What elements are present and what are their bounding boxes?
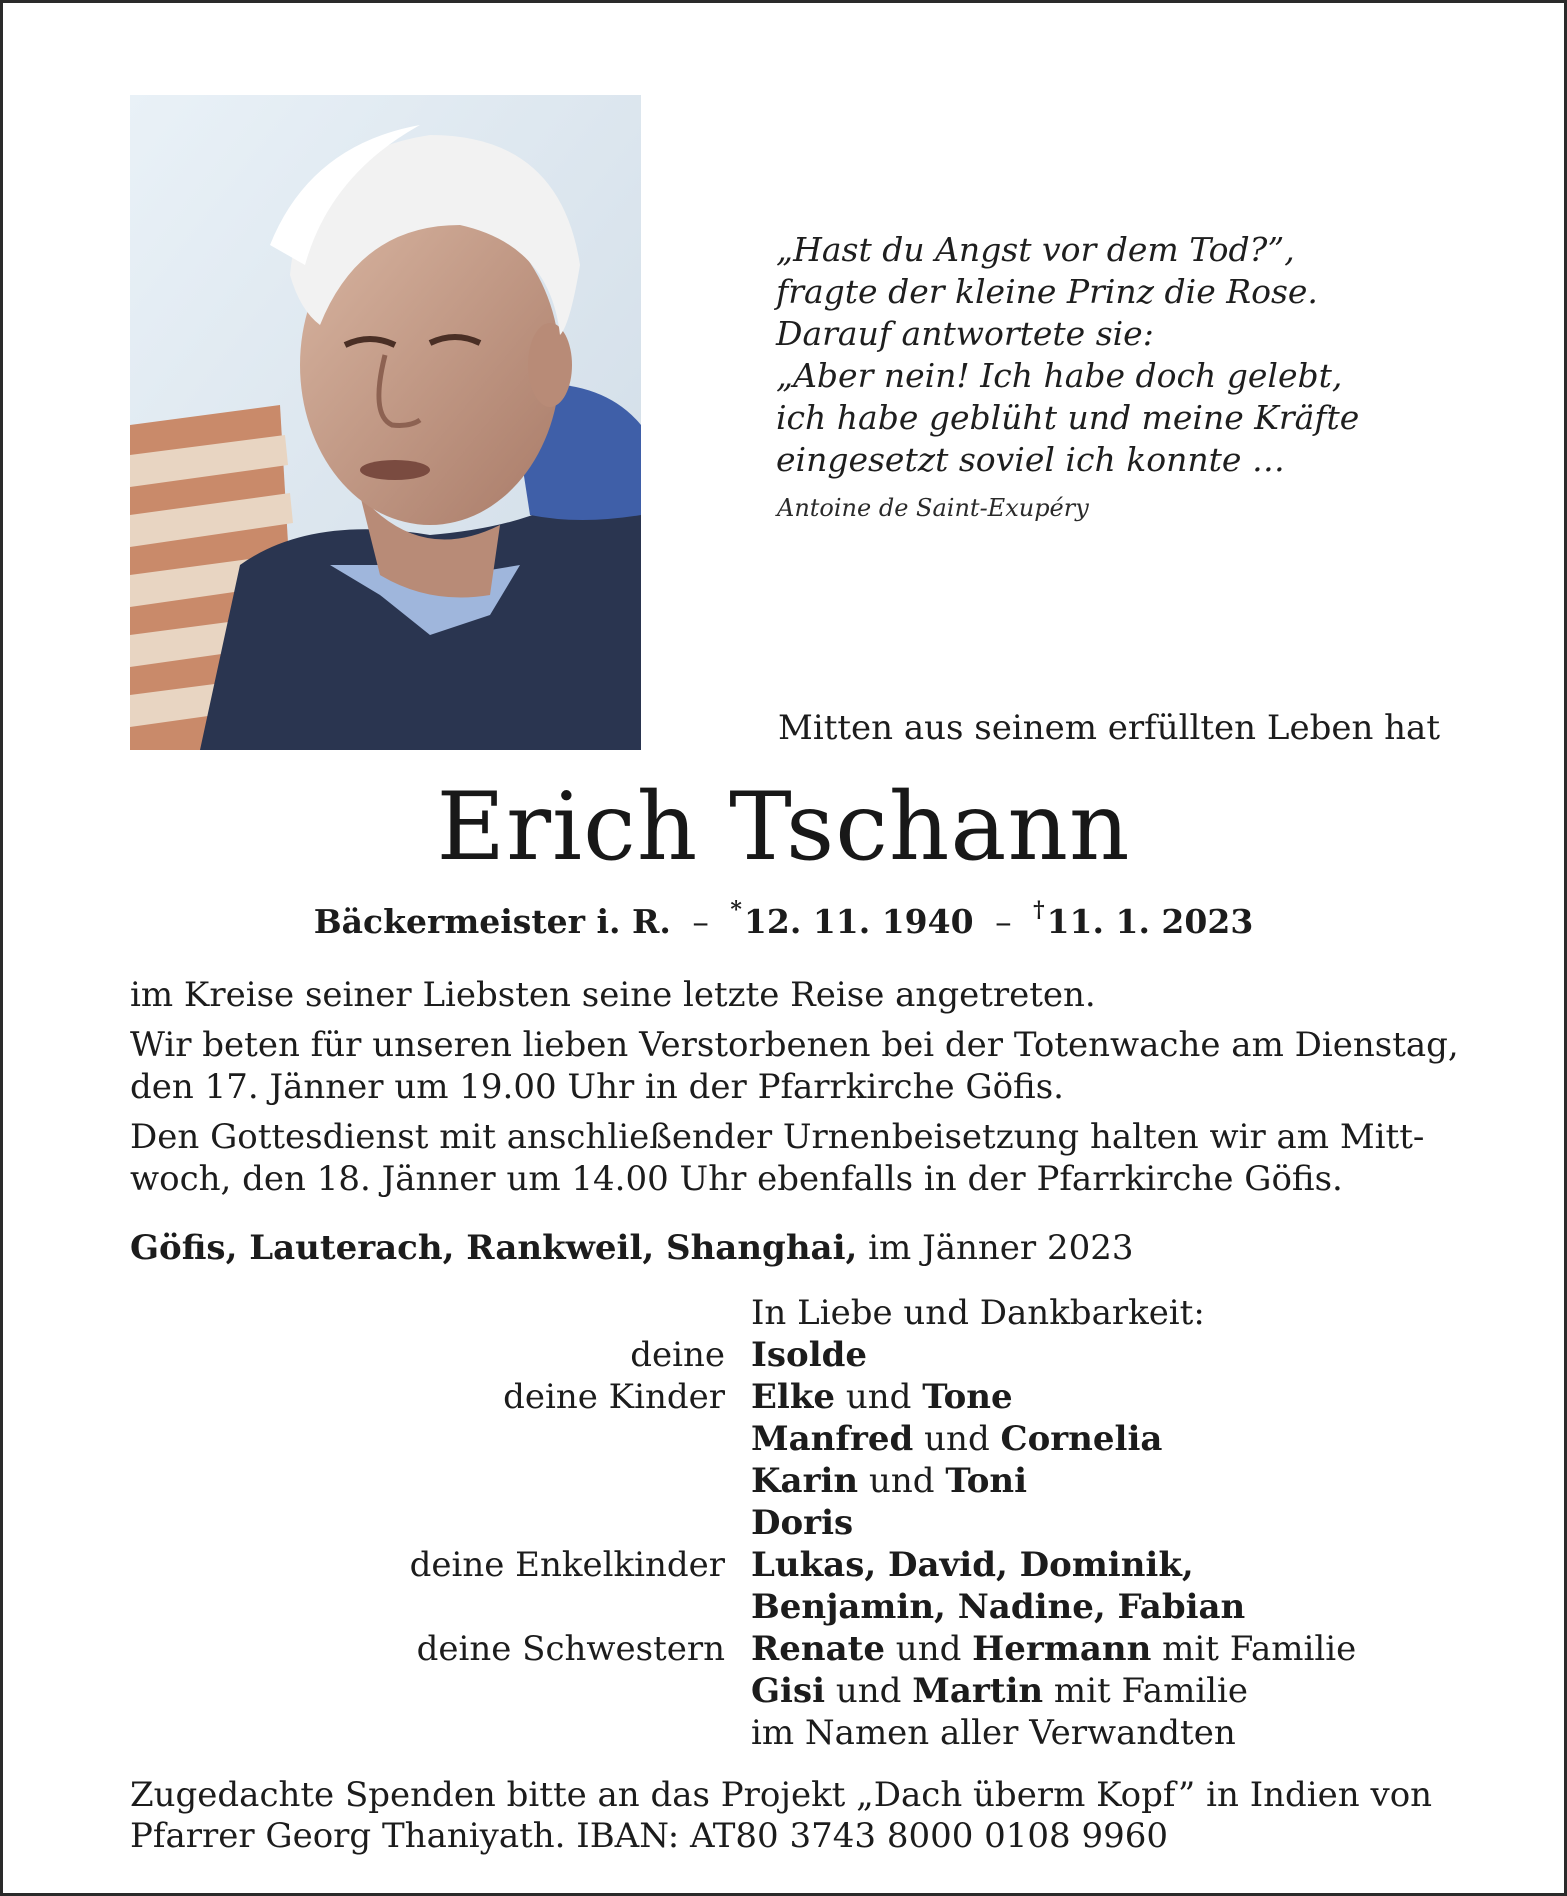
death-symbol: † [1033, 897, 1045, 923]
quote-author: Antoine de Saint-Exupéry [777, 494, 1089, 522]
death-date: 11. 1. 2023 [1046, 902, 1254, 941]
signature-row [130, 1670, 1430, 1712]
portrait-photo [130, 95, 641, 750]
quote-line: eingesetzt soviel ich konnte … [776, 440, 1285, 479]
intro-text: Mitten aus seinem erfüllten Leben hat [778, 708, 1440, 748]
donation-line: Pfarrer Georg Thaniyath. IBAN: AT80 3743 8000 0108 9960 [130, 1816, 1169, 1856]
connector-text: und [825, 1671, 913, 1711]
relative-names [751, 1628, 1356, 1670]
life-dates [0, 897, 1567, 941]
body-line: Wir beten für unseren lieben Verstorbenen bei der Totenwache am Dienstag, [130, 1025, 1459, 1065]
relation-label [130, 1670, 751, 1712]
relative-names [751, 1460, 1027, 1502]
birth-symbol: * [730, 897, 742, 923]
relative-name: Tone [922, 1377, 1013, 1417]
donation-line: Zugedachte Spenden bitte an das Projekt „Dach überm Kopf” in Indien von [130, 1775, 1433, 1815]
body-line: im Kreise seiner Liebsten seine letzte Reise angetreten. [130, 975, 1096, 1015]
deceased-name: Erich Tschann [436, 773, 1131, 882]
signature-row [130, 1586, 1430, 1628]
signatures [130, 1292, 1430, 1754]
places: Göfis, Lauterach, Rankweil, Shanghai, [130, 1228, 858, 1268]
relative-name: Cornelia [1000, 1419, 1163, 1459]
body-line: woch, den 18. Jänner um 14.00 Uhr ebenfalls in der Pfarrkirche Göfis. [130, 1159, 1343, 1199]
relative-names [751, 1334, 867, 1376]
relation-label [130, 1292, 751, 1334]
relative-names [751, 1670, 1248, 1712]
quote-line: „Hast du Angst vor dem Tod?”, [776, 230, 1295, 269]
quote-line: „Aber nein! Ich habe doch gelebt, [776, 356, 1343, 395]
relation-label: deine [630, 1335, 725, 1375]
signature-row [130, 1334, 1430, 1376]
relative-name: Karin [751, 1461, 859, 1501]
relation-label [130, 1418, 751, 1460]
relative-name: Martin [912, 1671, 1044, 1711]
relative-name: Renate [751, 1629, 885, 1669]
signature-row [130, 1712, 1430, 1754]
connector-text: im Namen aller Verwandten [751, 1713, 1236, 1753]
birth-date: 12. 11. 1940 [743, 902, 974, 941]
relative-names [751, 1712, 1236, 1754]
relative-name: Gisi [751, 1671, 826, 1711]
relative-names [751, 1544, 1194, 1586]
relation-label: deine Schwestern [416, 1629, 725, 1669]
announcement-date: im Jänner 2023 [868, 1228, 1134, 1268]
connector-text: und [835, 1377, 923, 1417]
separator: – [692, 902, 709, 941]
quote-block [776, 229, 1496, 481]
relative-name: Hermann [972, 1629, 1152, 1669]
body-line: Den Gottesdienst mit anschließender Urnenbeisetzung halten wir am Mitt- [130, 1117, 1425, 1157]
place-and-date [130, 1228, 1133, 1268]
relation-label [130, 1502, 751, 1544]
relation-label: deine Enkelkinder [409, 1545, 725, 1585]
portrait-illustration [130, 95, 641, 750]
body-paragraph [130, 1024, 1459, 1108]
relative-name: Isolde [751, 1335, 868, 1375]
relative-name: Benjamin, Nadine, Fabian [751, 1587, 1246, 1627]
donation-note [130, 1775, 1470, 1857]
relative-name: Elke [751, 1377, 836, 1417]
relative-name: Manfred [751, 1419, 914, 1459]
body-paragraph [130, 974, 1450, 1016]
connector-text: und [913, 1419, 1001, 1459]
relative-names [751, 1418, 1162, 1460]
quote-line: ich habe geblüht und meine Kräfte [776, 398, 1360, 437]
relation-label: deine Kinder [503, 1377, 725, 1417]
quote-line: Darauf antwortete sie: [776, 314, 1154, 353]
body-paragraph [130, 1116, 1450, 1200]
connector-text: mit Familie [1043, 1671, 1249, 1711]
signature-row [130, 1544, 1430, 1586]
connector-text: und [858, 1461, 946, 1501]
signature-row [130, 1376, 1430, 1418]
announcement-body [130, 974, 1459, 1208]
relation-label [130, 1586, 751, 1628]
relative-names [751, 1586, 1245, 1628]
relative-name: Lukas, David, Dominik, [751, 1545, 1194, 1585]
signature-heading-row [130, 1292, 1430, 1334]
separator: – [995, 902, 1012, 941]
signature-row [130, 1628, 1430, 1670]
body-line: den 17. Jänner um 19.00 Uhr in der Pfarrkirche Göfis. [130, 1067, 1064, 1107]
relation-label [130, 1460, 751, 1502]
relative-name: Toni [945, 1461, 1028, 1501]
connector-text: und [884, 1629, 973, 1669]
signature-row [130, 1502, 1430, 1544]
signature-row [130, 1418, 1430, 1460]
relation-label [130, 1712, 751, 1754]
relative-name: Doris [751, 1503, 854, 1543]
quote-line: fragte der kleine Prinz die Rose. [776, 272, 1318, 311]
relative-names [751, 1376, 1013, 1418]
signature-row [130, 1460, 1430, 1502]
occupation: Bäckermeister i. R. [313, 902, 671, 941]
relative-names [751, 1502, 853, 1544]
connector-text: mit Familie [1151, 1629, 1357, 1669]
signature-heading: In Liebe und Dankbarkeit: [751, 1293, 1205, 1333]
signature-rows [130, 1334, 1430, 1754]
